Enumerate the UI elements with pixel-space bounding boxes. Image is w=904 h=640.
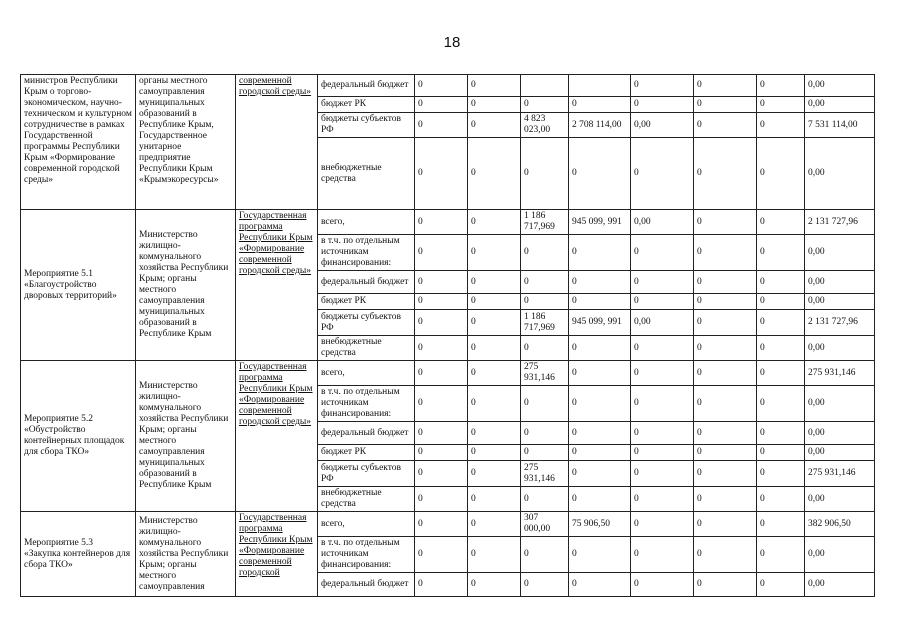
funding-source-cell: внебюджетные средства — [318, 336, 415, 361]
amount-cell: 0 — [468, 210, 521, 235]
amount-cell: 0 — [521, 294, 569, 310]
amount-cell: 0 — [521, 97, 569, 113]
funding-source-cell: в т.ч. по отдельным источникам финансирования: — [318, 235, 415, 271]
amount-cell: 275 931,146 — [521, 461, 569, 487]
amount-cell: 0,00 — [805, 138, 875, 210]
amount-cell: 0,00 — [631, 210, 694, 235]
amount-cell: 0 — [694, 445, 757, 461]
amount-cell: 0 — [694, 336, 757, 361]
amount-cell: 0,00 — [805, 97, 875, 113]
amount-cell: 0 — [468, 97, 521, 113]
amount-cell: 0 — [569, 386, 631, 422]
funding-source-cell: внебюджетные средства — [318, 487, 415, 512]
amount-cell: 0 — [757, 271, 805, 294]
table-row — [21, 512, 875, 537]
amount-cell: 945 099, 991 — [569, 210, 631, 235]
amount-cell: 0 — [757, 294, 805, 310]
amount-cell: 0 — [631, 271, 694, 294]
amount-cell: 0,00 — [805, 487, 875, 512]
amount-cell: 0 — [694, 537, 757, 573]
funding-source-cell: всего, — [318, 361, 415, 386]
amount-cell: 0 — [468, 138, 521, 210]
funding-source-cell: бюджеты субъектов РФ — [318, 461, 415, 487]
funding-source-cell: федеральный бюджет — [318, 75, 415, 97]
amount-cell: 307 000,00 — [521, 512, 569, 537]
amount-cell: 0 — [415, 386, 468, 422]
amount-cell: 0 — [569, 235, 631, 271]
page-number: 18 — [443, 34, 461, 51]
amount-cell: 0 — [694, 294, 757, 310]
amount-cell: 0 — [415, 461, 468, 487]
amount-cell: 2 131 727,96 — [805, 210, 875, 235]
amount-cell: 0 — [694, 386, 757, 422]
amount-cell: 0 — [468, 512, 521, 537]
amount-cell: 0 — [415, 422, 468, 445]
amount-cell: 0 — [694, 487, 757, 512]
amount-cell: 275 931,146 — [805, 461, 875, 487]
funding-source-cell: в т.ч. по отдельным источникам финансирования: — [318, 537, 415, 573]
amount-cell: 0 — [468, 537, 521, 573]
amount-cell: 0 — [757, 336, 805, 361]
amount-cell: 0 — [757, 573, 805, 597]
amount-cell: 0 — [569, 445, 631, 461]
amount-cell: 0 — [468, 294, 521, 310]
amount-cell: 0 — [631, 573, 694, 597]
amount-cell: 0 — [631, 361, 694, 386]
amount-cell: 0 — [468, 361, 521, 386]
amount-cell: 0,00 — [805, 75, 875, 97]
amount-cell: 0,00 — [805, 235, 875, 271]
program-cell: Государственная программа Республики Крым «Формирование современной городской среды» — [236, 361, 318, 512]
executor-cell: Министерство жилищно-коммунального хозяйства Республики Крым; органы местного самоуправления муниципальных образований в Республике Крым — [136, 361, 236, 512]
activity-cell: Мероприятие 5.1 «Благоустройство дворовых территорий» — [21, 210, 136, 361]
amount-cell: 0 — [468, 310, 521, 336]
funding-source-cell: всего, — [318, 210, 415, 235]
amount-cell: 0 — [415, 138, 468, 210]
amount-cell: 0 — [415, 512, 468, 537]
amount-cell: 382 906,50 — [805, 512, 875, 537]
amount-cell: 0 — [468, 386, 521, 422]
amount-cell: 0 — [415, 537, 468, 573]
amount-cell: 0 — [757, 537, 805, 573]
amount-cell: 0 — [631, 138, 694, 210]
amount-cell: 0,00 — [805, 537, 875, 573]
program-cell: Государственная программа Республики Крым «Формирование современной городской — [236, 512, 318, 597]
amount-cell: 0 — [468, 336, 521, 361]
amount-cell: 0 — [415, 75, 468, 97]
amount-cell: 0 — [468, 445, 521, 461]
amount-cell: 0 — [415, 361, 468, 386]
amount-cell: 0 — [694, 422, 757, 445]
amount-cell: 945 099, 991 — [569, 310, 631, 336]
amount-cell: 0 — [521, 386, 569, 422]
amount-cell: 0 — [757, 210, 805, 235]
amount-cell: 0 — [757, 487, 805, 512]
table-row — [21, 75, 875, 97]
executor-cell: Министерство жилищно-коммунального хозяйства Республики Крым; органы местного самоуправления муниципальных образований в Республике Крым — [136, 210, 236, 361]
amount-cell: 0 — [757, 310, 805, 336]
amount-cell: 4 823 023,00 — [521, 113, 569, 138]
amount-cell: 0 — [694, 461, 757, 487]
funding-source-cell: федеральный бюджет — [318, 422, 415, 445]
amount-cell: 0 — [569, 573, 631, 597]
amount-cell: 0,00 — [805, 271, 875, 294]
amount-cell: 0 — [468, 271, 521, 294]
amount-cell: 0 — [694, 310, 757, 336]
amount-cell: 0 — [569, 336, 631, 361]
program-cell: современной городской среды» — [236, 75, 318, 210]
amount-cell: 0 — [631, 97, 694, 113]
amount-cell: 0 — [757, 138, 805, 210]
amount-cell: 0 — [521, 573, 569, 597]
activity-cell: министров Республики Крым о торгово-экономическом, научно-техническом и культурном сотрудничестве в рамках Государственной программы Республики Крым «Формирование современной городской среды» — [21, 75, 136, 210]
amount-cell: 0,00 — [805, 294, 875, 310]
amount-cell: 0 — [694, 210, 757, 235]
amount-cell: 0 — [694, 235, 757, 271]
amount-cell: 0,00 — [805, 386, 875, 422]
amount-cell: 0 — [631, 512, 694, 537]
funding-source-cell: в т.ч. по отдельным источникам финансирования: — [318, 386, 415, 422]
amount-cell: 1 186 717,969 — [521, 310, 569, 336]
amount-cell: 0 — [468, 487, 521, 512]
amount-cell: 0 — [415, 271, 468, 294]
amount-cell: 0 — [631, 422, 694, 445]
amount-cell: 0 — [468, 461, 521, 487]
amount-cell: 0 — [415, 294, 468, 310]
amount-cell: 0 — [415, 573, 468, 597]
amount-cell: 0 — [569, 487, 631, 512]
program-cell: Государственная программа Республики Крым «Формирование современной городской среды» — [236, 210, 318, 361]
activity-cell: Мероприятие 5.2 «Обустройство контейнерных площадок для сбора ТКО» — [21, 361, 136, 512]
amount-cell — [521, 75, 569, 97]
amount-cell: 0 — [521, 422, 569, 445]
budget-table — [20, 74, 875, 597]
amount-cell: 0 — [631, 537, 694, 573]
amount-cell: 0,00 — [631, 310, 694, 336]
executor-cell: Министерство жилищно-коммунального хозяйства Республики Крым; органы местного самоуправления — [136, 512, 236, 597]
amount-cell: 0 — [569, 461, 631, 487]
amount-cell: 0 — [468, 235, 521, 271]
amount-cell: 0 — [468, 113, 521, 138]
amount-cell: 0 — [569, 294, 631, 310]
amount-cell: 0 — [569, 97, 631, 113]
funding-source-cell: бюджеты субъектов РФ — [318, 113, 415, 138]
amount-cell: 0 — [569, 271, 631, 294]
amount-cell: 0 — [521, 537, 569, 573]
funding-source-cell: федеральный бюджет — [318, 271, 415, 294]
executor-cell: органы местного самоуправления муниципальных образований в Республике Крым, Государственное унитарное предприятие Республики Крым «Крымэкоресурсы» — [136, 75, 236, 210]
amount-cell: 0,00 — [805, 422, 875, 445]
amount-cell: 0 — [694, 271, 757, 294]
amount-cell: 0 — [631, 487, 694, 512]
amount-cell: 0 — [631, 235, 694, 271]
amount-cell: 0 — [468, 422, 521, 445]
activity-cell: Мероприятие 5.3 «Закупка контейнеров для сбора ТКО» — [21, 512, 136, 597]
amount-cell: 0 — [631, 386, 694, 422]
amount-cell: 0 — [757, 97, 805, 113]
amount-cell: 0 — [415, 487, 468, 512]
amount-cell: 0 — [415, 235, 468, 271]
amount-cell: 0 — [415, 310, 468, 336]
amount-cell: 0 — [631, 75, 694, 97]
amount-cell: 0 — [694, 113, 757, 138]
funding-source-cell: федеральный бюджет — [318, 573, 415, 597]
amount-cell: 0 — [415, 210, 468, 235]
funding-source-cell: всего, — [318, 512, 415, 537]
amount-cell: 0 — [415, 97, 468, 113]
amount-cell: 0 — [468, 75, 521, 97]
amount-cell: 7 531 114,00 — [805, 113, 875, 138]
amount-cell: 0 — [521, 336, 569, 361]
amount-cell: 0 — [631, 294, 694, 310]
amount-cell: 0,00 — [805, 445, 875, 461]
amount-cell: 0 — [694, 138, 757, 210]
amount-cell: 0 — [757, 75, 805, 97]
amount-cell: 0 — [521, 138, 569, 210]
amount-cell: 0 — [757, 461, 805, 487]
amount-cell: 0 — [468, 573, 521, 597]
amount-cell: 0,00 — [631, 113, 694, 138]
amount-cell: 1 186 717,969 — [521, 210, 569, 235]
amount-cell: 0 — [569, 361, 631, 386]
amount-cell: 0 — [694, 573, 757, 597]
amount-cell: 0 — [521, 487, 569, 512]
amount-cell: 275 931,146 — [805, 361, 875, 386]
amount-cell: 0 — [569, 537, 631, 573]
amount-cell: 0 — [757, 361, 805, 386]
amount-cell: 0 — [631, 461, 694, 487]
amount-cell: 2 708 114,00 — [569, 113, 631, 138]
amount-cell: 0 — [694, 361, 757, 386]
amount-cell: 0 — [757, 422, 805, 445]
funding-source-cell: внебюджетные средства — [318, 138, 415, 210]
amount-cell: 0 — [415, 445, 468, 461]
amount-cell: 0 — [569, 138, 631, 210]
amount-cell: 0 — [757, 235, 805, 271]
funding-source-cell: бюджеты субъектов РФ — [318, 310, 415, 336]
amount-cell: 2 131 727,96 — [805, 310, 875, 336]
funding-source-cell: бюджет РК — [318, 97, 415, 113]
amount-cell: 0,00 — [805, 573, 875, 597]
table-row — [21, 361, 875, 386]
funding-source-cell: бюджет РК — [318, 294, 415, 310]
amount-cell: 0 — [415, 336, 468, 361]
amount-cell: 0 — [631, 445, 694, 461]
amount-cell: 0,00 — [805, 336, 875, 361]
amount-cell: 0 — [569, 422, 631, 445]
funding-source-cell: бюджет РК — [318, 445, 415, 461]
table-row — [21, 210, 875, 235]
amount-cell: 0 — [521, 271, 569, 294]
amount-cell: 0 — [694, 512, 757, 537]
amount-cell: 0 — [521, 235, 569, 271]
amount-cell: 0 — [757, 386, 805, 422]
amount-cell: 0 — [757, 113, 805, 138]
amount-cell — [569, 75, 631, 97]
amount-cell: 0 — [631, 336, 694, 361]
amount-cell: 0 — [757, 512, 805, 537]
amount-cell: 0 — [694, 97, 757, 113]
amount-cell: 75 906,50 — [569, 512, 631, 537]
amount-cell: 0 — [415, 113, 468, 138]
amount-cell: 0 — [521, 445, 569, 461]
amount-cell: 275 931,146 — [521, 361, 569, 386]
amount-cell: 0 — [757, 445, 805, 461]
amount-cell: 0 — [694, 75, 757, 97]
